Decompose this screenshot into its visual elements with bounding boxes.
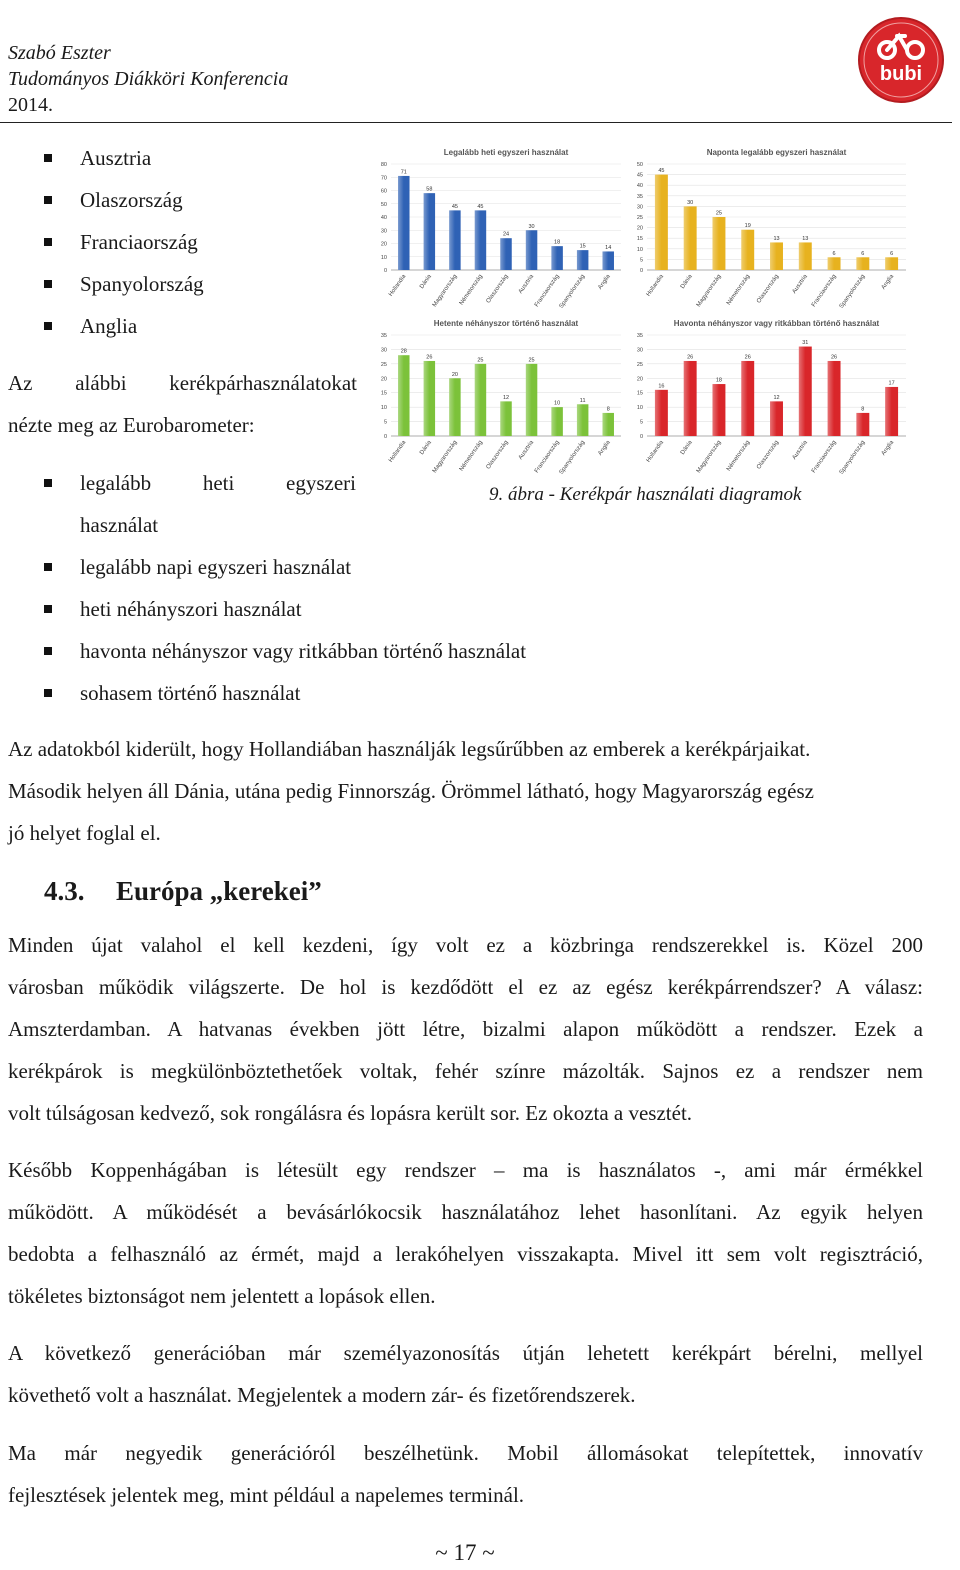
category-label: Spanyolország [838,439,867,476]
category-label: Hollandia [645,273,666,298]
y-tick-label: 35 [636,333,643,339]
list-item: legalább napi egyszeri használat [44,552,526,594]
text-line: Második helyen áll Dánia, utána pedig Finnország. Örömmel látható, hogy Magyarország egész [8,779,814,803]
bar [424,193,436,270]
data-label: 20 [451,371,458,378]
header-rule [0,122,952,123]
data-label: 16 [658,383,665,390]
bar [602,251,614,270]
text-line: volt túlságosan kedvező, sok rongálásra és lopásra került sor. Ez okozta a vesztét. [8,1101,693,1125]
bar [551,407,563,436]
category-label: Olaszország [756,273,781,305]
bar [526,364,538,436]
paragraph [8,1432,923,1516]
chart-daily [629,142,912,312]
bar [398,355,410,436]
text-line: bedobta a felhasználó az érmét, majd a lerakóhelyen visszakapta. Mivel itt sem volt regisztráció, [8,1242,923,1266]
data-label: 6 [890,250,894,257]
y-tick-label: 20 [636,225,643,232]
y-tick-label: 35 [380,333,387,339]
bar [577,404,589,436]
y-tick-label: 20 [380,376,387,383]
list-item: havonta néhányszor vagy ritkábban történő használat [44,636,526,678]
category-label: Olaszország [485,439,510,471]
figure-caption: 9. ábra - Kerékpár használati diagramok [489,484,802,505]
y-tick-label: 80 [380,162,387,168]
category-label: Franciaország [810,439,838,475]
y-tick-label: 0 [639,434,643,440]
chart-monthly-or-less [629,313,912,478]
category-label: Magyarország [431,439,459,475]
y-tick-label: 40 [636,183,643,190]
y-tick-label: 20 [636,376,643,383]
chart-title: Naponta legalább egyszeri használat [706,148,847,157]
data-label: 11 [579,397,586,404]
bar [449,378,461,436]
text-line: városban működik világszerte. De hol is kezdődött el ez az egész kerékpárrendszer? A válasz: [8,975,923,999]
intro-paragraph [8,362,357,446]
chart-title: Legalább heti egyszeri használat [443,148,569,157]
bar [577,250,589,270]
data-label: 30 [528,223,535,230]
category-label: Dánia [679,439,694,456]
data-label: 45 [451,203,458,210]
data-label: 18 [715,377,723,384]
bar [856,257,869,270]
data-label: 25 [715,210,723,217]
category-label: Ausztria [791,439,809,461]
text-line: követhető volt a használat. Megjelentek a modern zár- és fizetőrendszerek. [8,1383,636,1407]
section-number: 4.3. [44,876,85,906]
intro-word: kerékpárhasználatokat [169,371,358,395]
bar [770,401,783,436]
y-tick-label: 10 [380,254,387,261]
bar [475,364,487,436]
bar [856,413,869,436]
category-label: Hollandia [388,439,408,464]
bar [684,361,697,436]
paragraph [8,1149,923,1317]
bar [741,230,754,270]
text-line: jó helyet foglal el. [8,821,161,845]
text-line: Az adatokból kiderült, hogy Hollandiában használják legsűrűbben az emberek a kerékpárjaikat. [8,737,811,761]
bar [741,361,754,436]
category-label: Spanyolország [558,439,587,476]
country-list [44,143,204,353]
usage-list [44,468,526,720]
category-label: Dánia [679,273,694,290]
usage-word: egyszeri [286,471,357,495]
y-tick-label: 45 [636,172,643,179]
page-number: ~ 17 ~ [435,1540,495,1565]
paragraph [8,728,923,854]
bar [799,347,812,436]
intro-word: Az [8,371,33,395]
bar [828,257,841,270]
category-label: Franciaország [810,273,838,309]
list-item-continuation: használat [80,513,159,537]
category-label: Anglia [880,439,896,457]
data-label: 14 [605,244,612,251]
data-label: 28 [400,348,407,355]
category-label: Dánia [419,273,433,290]
list-item: Anglia [44,311,204,353]
category-label: Hollandia [645,439,666,464]
text-line: tökéletes biztonságot nem jelentett a lopások ellen. [8,1284,436,1308]
logo-text: bubi [879,63,923,85]
category-label: Anglia [880,273,896,291]
category-label: Olaszország [756,439,781,471]
list-item: sohasem történő használat [44,678,526,720]
text-line: kerékpárok is megkülönböztethetőek voltak, fehér színre mázolták. Sajnos ez a rendszer nem [8,1059,923,1083]
text-line: Ma már negyedik generációról beszélhetünk. Mobil állomásokat telepítettek, innovatív [8,1441,923,1465]
data-label: 26 [426,354,433,361]
data-label: 58 [426,186,433,193]
bar [655,390,668,436]
data-label: 12 [502,394,510,401]
category-label: Ausztria [791,273,809,295]
usage-word: legalább [80,471,152,495]
category-label: Olaszország [485,273,510,305]
category-label: Németország [725,439,752,473]
y-tick-label: 30 [636,204,643,211]
category-label: Anglia [597,439,612,457]
data-label: 6 [832,250,836,257]
bar [526,230,538,270]
bar [398,176,410,270]
bar [500,238,512,270]
chart-title: Havonta néhányszor vagy ritkábban történő használat [673,319,880,328]
bar [712,217,725,270]
usage-word: heti [202,471,235,495]
data-label: 15 [579,243,586,250]
text-line: Később Koppenhágában is létesült egy rendszer – ma is használatos -, ami már érmékkel [8,1158,923,1182]
y-tick-label: 30 [380,347,387,354]
author-name: Szabó Eszter [8,42,111,64]
category-label: Anglia [597,273,612,291]
conference-year: 2014. [8,94,53,116]
data-label: 26 [687,354,694,361]
bar [602,413,614,436]
y-tick-label: 5 [639,419,643,426]
data-label: 26 [744,354,751,361]
text-line: A következő generációban már személyazonosítás útján lehetett kerékpárt bérelni, mellyel [8,1341,923,1365]
y-tick-label: 0 [383,268,387,274]
y-tick-label: 50 [636,162,643,168]
chart-title: Hetente néhányszor történő használat [433,319,579,328]
data-label: 24 [502,231,510,238]
bar [684,206,697,270]
y-tick-label: 10 [380,405,387,412]
text-line: Minden újat valahol el kell kezdeni, így volt ez a közbringa rendszerekkel is. Közel 200 [8,933,923,957]
y-tick-label: 15 [636,236,643,243]
list-item [44,468,356,510]
y-tick-label: 10 [636,405,643,412]
y-tick-label: 15 [636,390,643,397]
bar [500,401,512,436]
y-tick-label: 5 [383,419,387,426]
category-label: Spanyolország [558,273,587,310]
chart-weekly [373,142,627,312]
y-tick-label: 0 [383,434,387,440]
category-label: Spanyolország [838,273,867,310]
chart-several-weekly [373,313,627,478]
conference-name: Tudományos Diákköri Konferencia [8,68,289,90]
list-item: heti néhányszori használat [44,594,526,636]
text-line: működött. A működését a bevásárlókocsik használatához lehet hasonlítani. Az egyik helyen [8,1200,923,1224]
data-label: 25 [477,357,484,364]
data-label: 17 [888,380,895,387]
category-label: Franciaország [534,439,561,475]
y-tick-label: 25 [636,361,643,368]
y-tick-label: 25 [636,215,643,221]
data-label: 19 [744,223,751,230]
y-tick-label: 20 [380,241,387,248]
data-label: 30 [687,199,694,206]
data-label: 13 [773,235,780,242]
bar [828,361,841,436]
category-label: Magyarország [431,273,459,309]
category-label: Németország [725,273,752,307]
bar [475,210,487,270]
category-label: Magyarország [695,439,723,475]
category-label: Hollandia [388,273,408,298]
data-label: 25 [528,357,535,364]
bar [551,246,563,270]
bar [449,210,461,270]
category-label: Németország [458,273,485,307]
bar [770,242,783,270]
data-label: 8 [606,406,610,413]
bar [885,257,898,270]
section-heading [44,876,322,907]
y-tick-label: 25 [380,361,387,368]
category-label: Magyarország [695,273,723,309]
text-line: Amszterdamban. A hatvanas években jött létre, bizalmi alapon működött a rendszer. Ezek a [8,1017,923,1041]
data-label: 31 [802,340,809,347]
bar [885,387,898,436]
category-label: Ausztria [517,273,536,295]
y-tick-label: 40 [380,215,387,221]
intro-line: nézte meg az Eurobarometer: [8,413,255,437]
y-tick-label: 15 [380,390,387,397]
bar [712,384,725,436]
data-label: 45 [477,203,484,210]
bubi-logo [857,16,945,104]
list-item: Spanyolország [44,269,204,311]
data-label: 12 [773,394,780,401]
y-tick-label: 30 [380,228,387,235]
category-label: Franciaország [534,273,561,309]
data-label: 6 [861,250,865,257]
y-tick-label: 70 [380,175,387,182]
data-label: 71 [400,169,407,176]
category-label: Németország [458,439,485,473]
list-item: Ausztria [44,143,204,185]
data-label: 18 [554,239,561,246]
data-label: 10 [554,400,561,407]
list-item: Olaszország [44,185,204,227]
y-tick-label: 60 [380,188,387,195]
y-tick-label: 35 [636,193,643,200]
y-tick-label: 5 [639,257,643,264]
category-label: Ausztria [517,439,536,461]
category-label: Dánia [419,439,433,456]
bar [655,175,668,270]
text-line: fejlesztések jelentek meg, mint például a napelemes terminál. [8,1483,525,1507]
bar [799,242,812,270]
y-tick-label: 0 [639,268,643,274]
y-tick-label: 10 [636,246,643,253]
intro-word: alábbi [75,371,127,395]
bar [424,361,436,436]
data-label: 45 [658,168,665,175]
data-label: 26 [830,354,838,361]
y-tick-label: 50 [380,201,387,208]
list-item: Franciaország [44,227,204,269]
document-header [8,40,288,118]
paragraph [8,1332,923,1416]
section-title: Európa „kerekei” [116,876,322,906]
data-label: 13 [802,235,809,242]
data-label: 8 [861,406,865,413]
y-tick-label: 30 [636,347,643,354]
paragraph [8,924,923,1134]
